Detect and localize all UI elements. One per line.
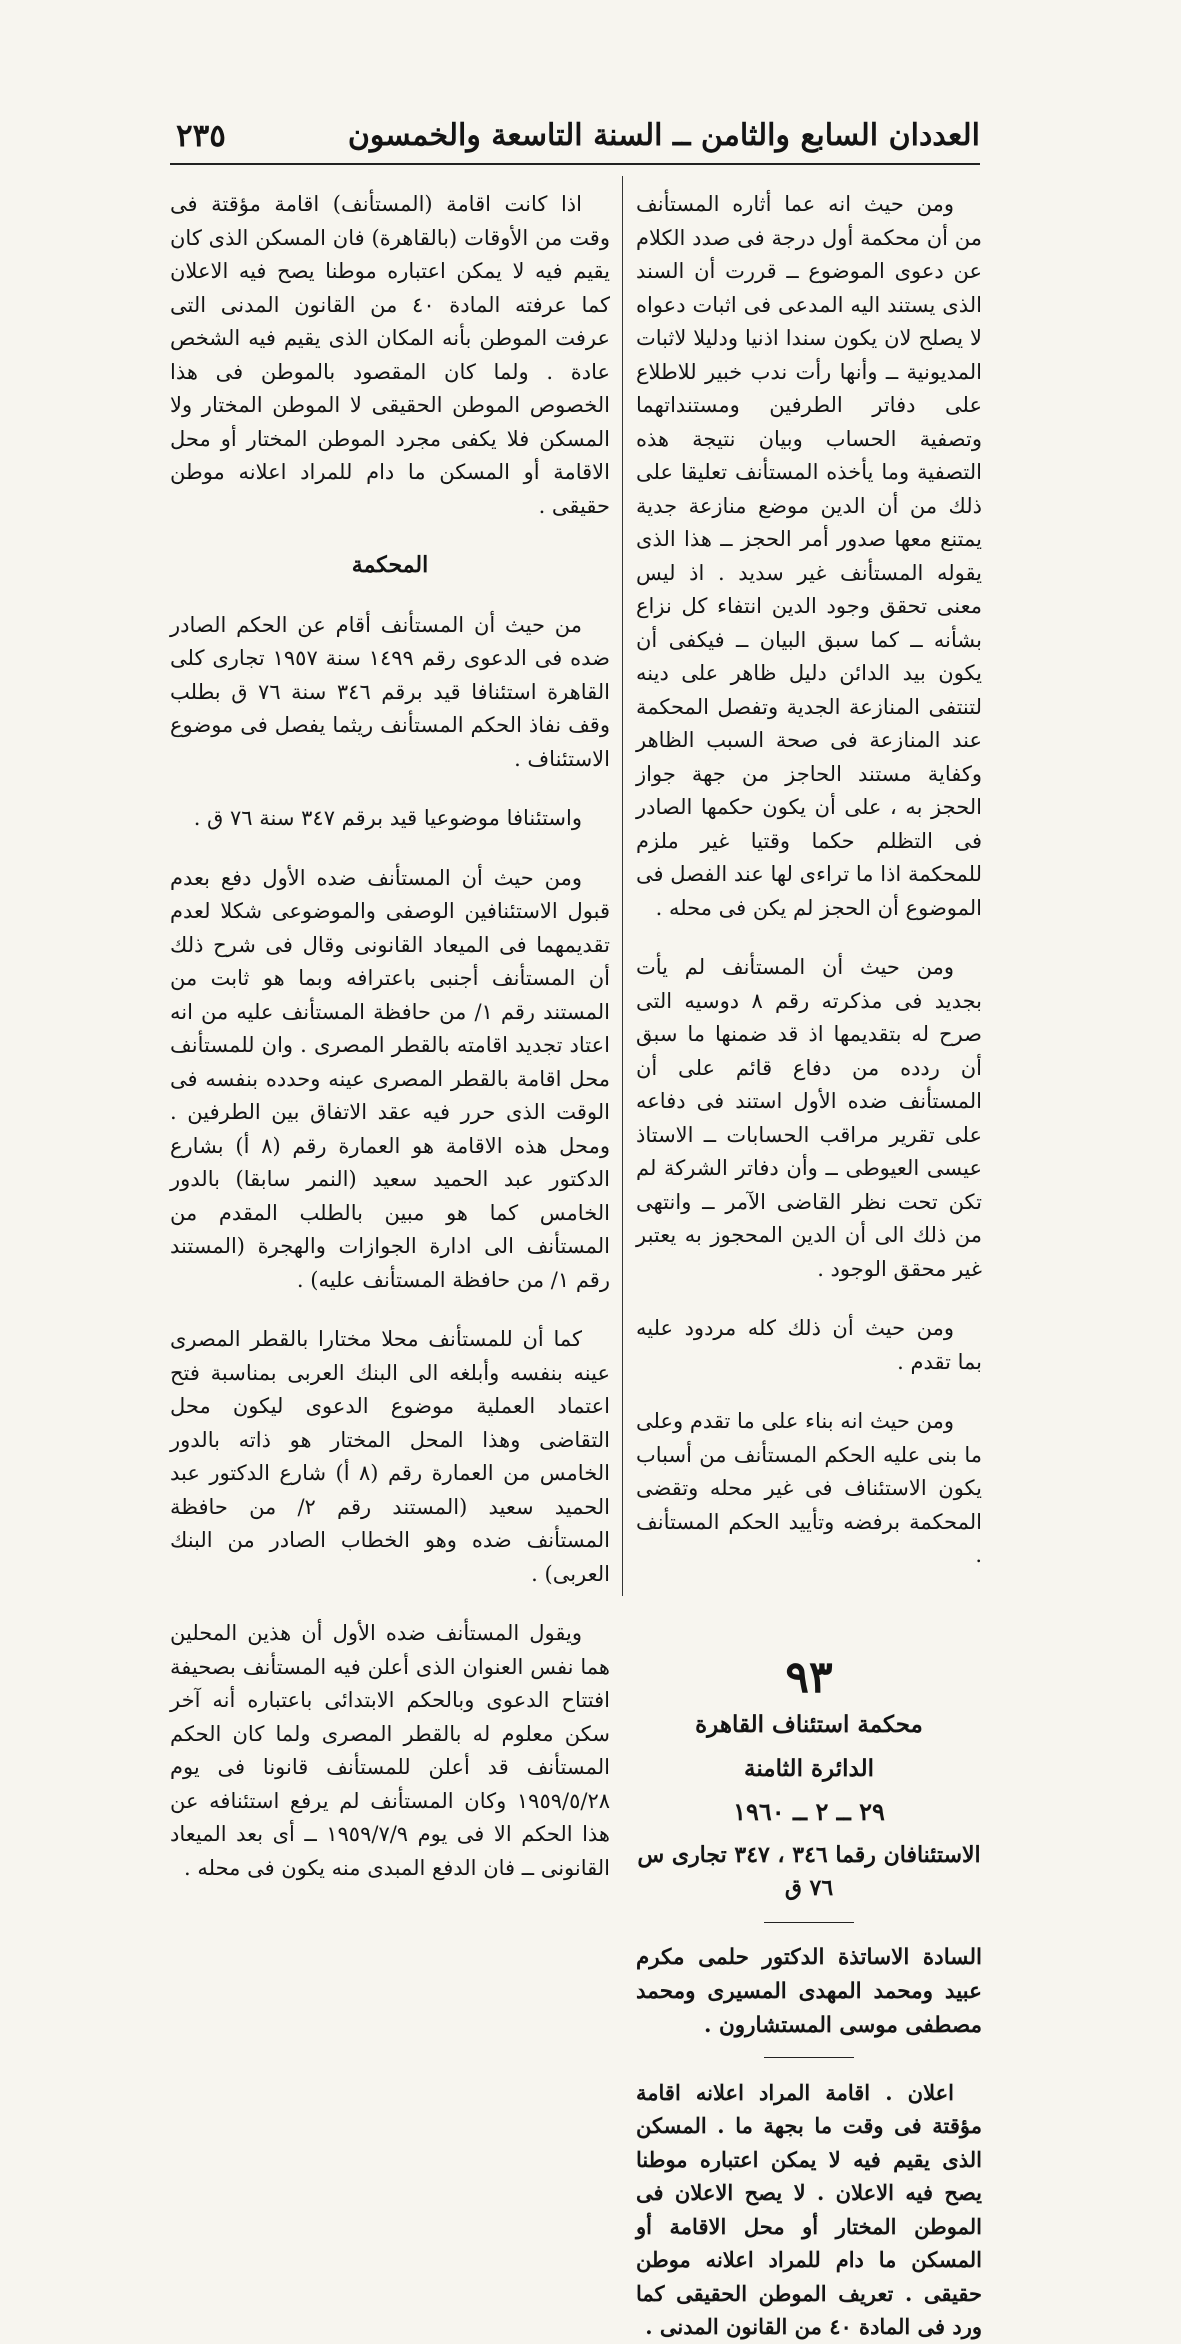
header-rule	[170, 163, 980, 165]
paragraph: ومن حيث انه عما أثاره المستأنف من أن محكمة أول درجة فى صدد الكلام عن دعوى الموضوع ــ قررت أن السند الذى يستند اليه المدعى فى اثبات دعواه لا يصلح لان يكون سندا اذنيا ودليلا لاثبات المديونية ــ وأنها رأت ندب خبير للاطلاع على دفاتر الطرفين ومستنداتهما وتصفية الحساب وبيان نتيجة هذه التصفية وما يأخذه المستأنف تعليقا على ذلك من أن الدين موضع منازعة جدية يمتنع معها صدور أمر الحجز ــ هذا الذى يقوله المستأنف غير سديد . اذ ليس معنى تحقق وجود الدين انتفاء كل نزاع بشأنه ــ كما سبق البيان ــ فيكفى أن يكون بيد الدائن دليل ظاهر على دينه لتنتفى المنازعة الجدية وتفصل المحكمة عند المنازعة فى صحة السبب الظاهر وكفاية مستند الحاجز من جهة جواز الحجز به ، على أن يكون حكمها الصادر فى التظلم حكما وقتيا غير ملزم للمحكمة اذا ما تراءى لها عند الفصل فى الموضوع أن الحجز لم يكن فى محله .	[636, 192, 982, 920]
appeal-numbers: الاستئنافان رقما ٣٤٦ ، ٣٤٧ تجارى س ٧٦ ق	[637, 1841, 981, 1901]
separator-rule	[764, 2057, 854, 2058]
paragraph: من حيث أن المستأنف أقام عن الحكم الصادر ضده فى الدعوى رقم ١٤٩٩ سنة ١٩٥٧ تجارى كلى القاهرة استئنافا قيد برقم ٣٤٦ سنة ٧٦ ق بطلب وقف نفاذ الحكم المستأنف ريثما يفصل فى موضوع الاستئناف .	[170, 612, 610, 771]
court-name: محكمة استئناف القاهرة	[695, 1711, 923, 1738]
paragraph: ومن حيث أن ذلك كله مردود عليه بما تقدم .	[636, 1316, 982, 1374]
intro-paragraph: اذا كانت اقامة (المستأنف) اقامة مؤقتة فى وقت من الأوقات (بالقاهرة) فان المسكن الذى كان يقيم فيه لا يمكن اعتباره موطنا يصح فيه الاعلان كما عرفته المادة ٤٠ من القانون المدنى التى عرفت الموطن بأنه المكان الذى يقيم فيه الشخص عادة . ولما كان المقصود بالموطن فى هذا الخصوص الموطن الحقيقى لا الموطن المختار ولا المسكن فلا يكفى مجرد الموطن المختار أو محل الاقامة أو المسكن ما دام للمراد اعلانه موطن حقيقى .	[170, 192, 610, 518]
case-number: ٩٣	[785, 1651, 833, 1703]
headnote: اعلان . اقامة المراد اعلانه اقامة مؤقتة فى وقت ما بجهة ما . المسكن الذى يقيم فيه لا يمكن اعتباره موطنا يصح فيه الاعلان . لا يصح الاعلان فى الموطن المختار أو محل الاقامة أو المسكن ما دام للمراد اعلانه موطن حقيقى . تعريف الموطن الحقيقى كما ورد فى المادة ٤٠ من القانون المدنى .	[636, 2079, 982, 2339]
section-heading: المحكمة	[351, 552, 429, 578]
paragraph: كما أن للمستأنف محلا مختارا بالقطر المصرى عينه بنفسه وأبلغه الى البنك العربى بمناسبة فتح اعتماد العملية موضوع الدعوى ليكون محل التقاضى وهذا المحل المختار هو ذاته بالدور الخامس من العمارة رقم (٨ أ) شارع الدكتور عبد الحميد سعيد (المستند رقم ٢/ من حافظة المستأنف ضده وهو الخطاب الصادر من البنك العربى) .	[170, 1327, 610, 1586]
separator-rule	[764, 1922, 854, 1923]
paragraph: ومن حيث أن المستأنف لم يأت بجديد فى مذكرته رقم ٨ دوسيه التى صرح له بتقديمها اذ قد ضمنها ما سبق أن ردده من دفاع قائم على أن المستأنف ضده الأول استند فى دفاعه على تقرير مراقب الحسابات ــ الاستاذ عيسى العيوطى ــ وأن دفاتر الشركة لم تكن تحت نظر القاضى الآمر ــ وانتهى من ذلك الى أن الدين المحجوز به يعتبر غير محقق الوجود .	[636, 955, 983, 1281]
court-circuit: الدائرة الثامنة	[744, 1754, 874, 1782]
paragraph: ومن حيث انه بناء على ما تقدم وعلى ما بنى عليه الحكم المستأنف من أسباب يكون الاستئناف فى غير محله وتقضى المحكمة برفضه وتأييد الحكم المستأنف .	[636, 1409, 982, 1567]
decision-date: ٢٩ ــ ٢ ــ ١٩٦٠	[733, 1797, 885, 1826]
page-number: ٢٣٥	[176, 118, 226, 154]
page-header	[170, 118, 980, 164]
paragraph: ومن حيث أن المستأنف ضده الأول دفع بعدم قبول الاستئنافين الوصفى والموضوعى شكلا لعدم تقديمهما فى الميعاد القانونى وقال فى شرح ذلك أن المستأنف أجنبى باعترافه وبما هو ثابت من المستند رقم ١/ من حافظة المستأنف عليه من انه اعتاد تجديد اقامته بالقطر المصرى . وان للمستأنف محل اقامة بالقطر المصرى عينه وحدده بنفسه فى الوقت الذى حرر فيه عقد الاتفاق بين الطرفين . ومحل هذه الاقامة هو العمارة رقم (٨ أ) بشارع الدكتور عبد الحميد سعيد (النمر سابقا) بالدور الخامس كما هو مبين بالطلب المقدم من المستأنف الى ادارة الجوازات والهجرة (المستند رقم ١/ من حافظة المستأنف عليه) .	[170, 865, 610, 1292]
column-divider	[622, 176, 623, 1596]
running-header-title: العددان السابع والثامن ــ السنة التاسعة والخمسون	[347, 118, 980, 153]
left-column	[170, 188, 610, 1911]
judges-panel: السادة الاساتذة الدكتور حلمى مكرم عبيد ومحمد المهدى المسيرى ومحمد مصطفى موسى المستشارون .	[636, 1944, 982, 2038]
paragraph: ويقول المستأنف ضده الأول أن هذين المحلين هما نفس العنوان الذى أعلن فيه المستأنف بصحيفة افتتاح الدعوى وبالحكم الابتدائى باعتباره أنه آخر سكن معلوم له بالقطر المصرى ولما كان الحكم المستأنف قد أعلن للمستأنف قانونا فى يوم ١٩٥٩/٥/٢٨ وكان المستأنف لم يرفع استئنافه عن هذا الحكم الا فى يوم ١٩٥٩/٧/٩ ــ أى بعد الميعاد القانونى ــ فان الدفع المبدى منه يكون فى محله .	[170, 1621, 611, 1880]
paragraph: واستئنافا موضوعيا قيد برقم ٣٤٧ سنة ٧٦ ق .	[193, 806, 582, 830]
right-column	[636, 188, 982, 2344]
